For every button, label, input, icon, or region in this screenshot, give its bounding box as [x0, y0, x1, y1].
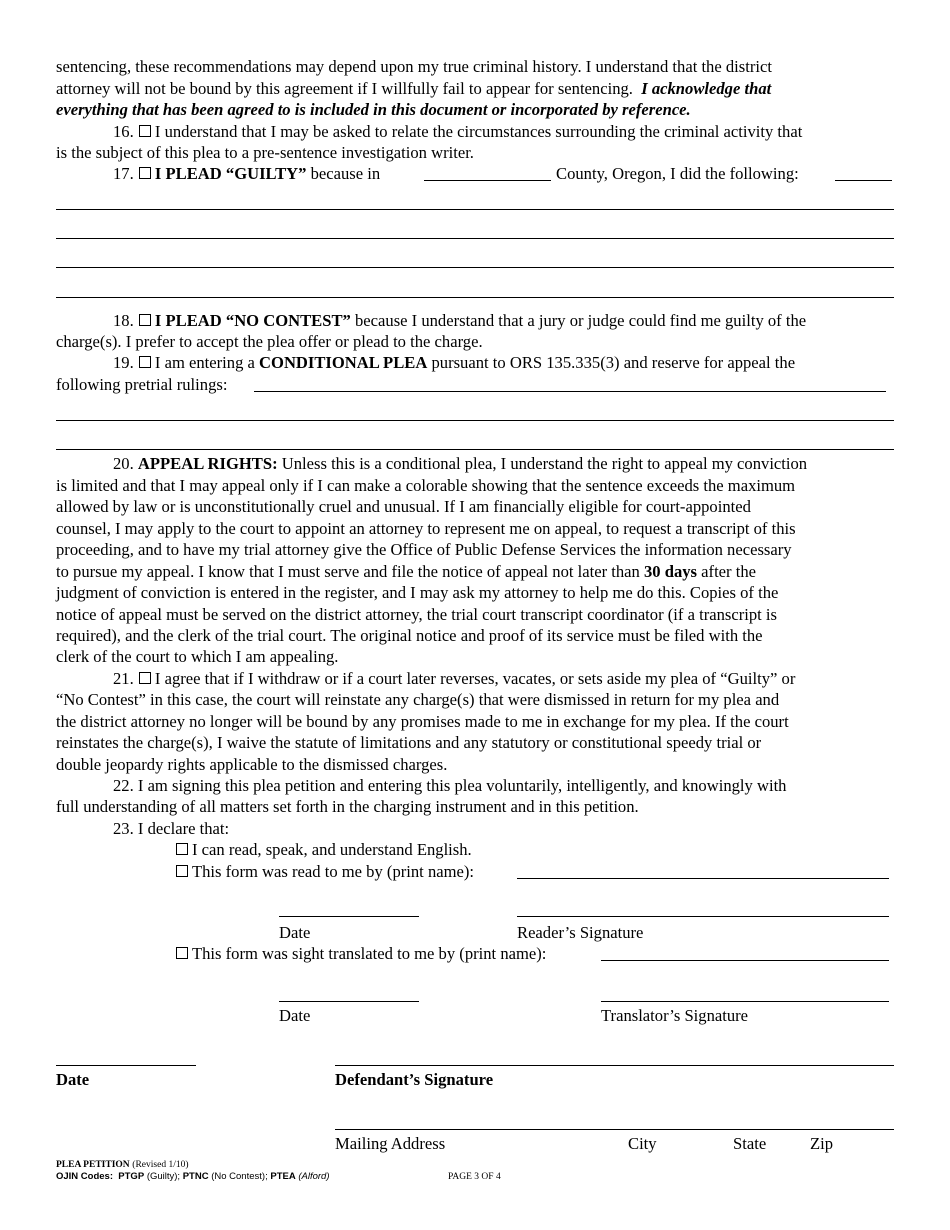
p17-line-1 — [113, 164, 380, 184]
p21-line-4: reinstates the charge(s), I waive the statute of limitations and any statutory or constitutional speedy trial or — [56, 733, 762, 752]
footer-codes-line — [56, 1171, 330, 1183]
guilty-facts-line-1[interactable] — [56, 209, 894, 210]
zip-label: Zip — [810, 1134, 834, 1153]
p16-line-2: is the subject of this plea to a pre-sentence investigation writer. — [56, 143, 474, 162]
reader-date-label: Date — [279, 923, 311, 942]
defendant-date-field[interactable] — [56, 1065, 196, 1066]
p15-text: attorney will not be bound by this agreement if I willfully fail to appear for sentencing. — [56, 79, 633, 98]
p17-text-a: because in — [310, 164, 381, 183]
read-checkbox[interactable] — [176, 865, 188, 877]
p20-line-4: counsel, I may apply to the court to appoint an attorney to represent me on appeal, to request a transcript of this — [56, 519, 796, 538]
did-following-field[interactable] — [835, 180, 892, 181]
p20-number: 20. — [113, 454, 134, 473]
option-english-text: I can read, speak, and understand English. — [192, 840, 472, 859]
footer-code-ptea: PTEA — [270, 1171, 296, 1182]
reader-name-field[interactable] — [517, 878, 889, 879]
p16-checkbox[interactable] — [139, 125, 151, 137]
footer-code-ptea-desc: (Alford) — [298, 1171, 330, 1182]
p15-line-1: sentencing, these recommendations may depend upon my true criminal history. I understand that the district — [56, 57, 772, 76]
translator-date-field[interactable] — [279, 1001, 419, 1002]
pretrial-rulings-line-2[interactable] — [56, 420, 894, 421]
p16-text: I understand that I may be asked to relate the circumstances surrounding the criminal activity that — [154, 122, 803, 141]
p21-line-2: “No Contest” in this case, the court will reinstate any charge(s) that were dismissed in return for my plea and — [56, 690, 780, 709]
translator-signature-field[interactable] — [601, 1001, 889, 1002]
p18-number: 18. — [113, 311, 134, 330]
p19-text-a: I am entering a — [154, 353, 255, 372]
reader-signature-field[interactable] — [517, 916, 889, 917]
option-english — [175, 840, 472, 860]
p22-line-1: 22. I am signing this plea petition and entering this plea voluntarily, intelligently, and knowingly with — [113, 776, 787, 795]
plead-guilty-label: I PLEAD “GUILTY” — [154, 164, 307, 183]
translator-name-field[interactable] — [601, 960, 889, 961]
p15-line-2 — [56, 79, 771, 99]
p20-line-10: clerk of the court to which I am appealing. — [56, 647, 339, 666]
p17-checkbox[interactable] — [139, 167, 151, 179]
footer-code-ptnc-desc: (No Contest); — [211, 1171, 268, 1182]
p19-line-2: following pretrial rulings: — [56, 375, 228, 394]
p21-line-5: double jeopardy rights applicable to the dismissed charges. — [56, 755, 448, 774]
p19-line-1 — [113, 353, 795, 373]
reader-signature-label: Reader’s Signature — [517, 923, 644, 942]
p20-text-6c: after the — [701, 562, 756, 581]
p16-number: 16. — [113, 122, 134, 141]
option-translated — [175, 944, 546, 964]
p22-line-2: full understanding of all matters set forth in the charging instrument and in this petition. — [56, 797, 639, 816]
option-read-text: This form was read to me by (print name): — [192, 862, 475, 881]
p23-line: 23. I declare that: — [113, 819, 230, 838]
footer-revised: (Revised 1/10) — [132, 1160, 189, 1170]
defendant-signature-field[interactable] — [335, 1065, 894, 1066]
p21-text: I agree that if I withdraw or if a court later reverses, vacates, or sets aside my plea of “Guilty” or — [154, 669, 796, 688]
guilty-facts-line-3[interactable] — [56, 267, 894, 268]
mailing-address-label: Mailing Address — [335, 1134, 446, 1153]
translated-checkbox[interactable] — [176, 947, 188, 959]
defendant-signature-label: Defendant’s Signature — [335, 1070, 494, 1089]
footer-code-ptgp: PTGP — [118, 1171, 145, 1182]
conditional-plea-label: CONDITIONAL PLEA — [259, 353, 428, 372]
pretrial-rulings-field[interactable] — [254, 391, 886, 392]
p18-line-1 — [113, 311, 806, 331]
p20-line-2: is limited and that I may appeal only if I can make a colorable showing that the sentence exceeds the maximum — [56, 476, 796, 495]
mailing-address-field[interactable] — [335, 1129, 894, 1130]
p20-line-7: judgment of conviction is entered in the register, and I may ask my attorney to help me do this. Copies of the — [56, 583, 779, 602]
city-label: City — [628, 1134, 657, 1153]
reader-date-field[interactable] — [279, 916, 419, 917]
p20-line-9: required), and the clerk of the trial court. The original notice and proof of its service must be filed with the — [56, 626, 763, 645]
state-label: State — [733, 1134, 767, 1153]
p18-line-2: charge(s). I prefer to accept the plea offer or plead to the charge. — [56, 332, 483, 351]
footer-title: PLEA PETITION — [56, 1160, 130, 1170]
p19-text-b: pursuant to ORS 135.335(3) and reserve for appeal the — [431, 353, 796, 372]
footer-title-line — [56, 1159, 189, 1171]
p21-line-3: the district attorney no longer will be bound by any promises made to me in exchange for my plea. If the court — [56, 712, 789, 731]
guilty-facts-line-2[interactable] — [56, 238, 894, 239]
p20-line-6 — [56, 562, 756, 582]
p20-line-3: allowed by law or is unconstitutionally cruel and unusual. If I am financially eligible for court-appointed — [56, 497, 751, 516]
footer-codes-label: OJIN Codes: — [56, 1171, 114, 1182]
p15-ack-end: everything that has been agreed to is included in this document or incorporated by reference. — [56, 100, 691, 119]
p20-line-1 — [113, 454, 807, 474]
p16-line-1 — [113, 122, 802, 142]
page-number: PAGE 3 OF 4 — [448, 1172, 501, 1182]
translator-date-label: Date — [279, 1006, 311, 1025]
pretrial-rulings-line-3[interactable] — [56, 449, 894, 450]
p19-number: 19. — [113, 353, 134, 372]
p21-line-1 — [113, 669, 795, 689]
p17-text-b: County, Oregon, I did the following: — [556, 164, 799, 183]
county-field[interactable] — [424, 180, 551, 181]
p21-checkbox[interactable] — [139, 672, 151, 684]
plead-no-contest-label: I PLEAD “NO CONTEST” — [154, 311, 351, 330]
p20-line-5: proceeding, and to have my trial attorney give the Office of Public Defense Services the information necessary — [56, 540, 792, 559]
p18-text: because I understand that a jury or judge could find me guilty of the — [355, 311, 807, 330]
option-read — [175, 862, 474, 882]
p20-text: Unless this is a conditional plea, I understand the right to appeal my conviction — [281, 454, 808, 473]
p17-number: 17. — [113, 164, 134, 183]
p20-text-6a: to pursue my appeal. I know that I must serve and file the notice of appeal not later than — [56, 562, 640, 581]
p15-line-3 — [56, 100, 691, 120]
p19-checkbox[interactable] — [139, 356, 151, 368]
guilty-facts-line-4[interactable] — [56, 297, 894, 298]
english-checkbox[interactable] — [176, 843, 188, 855]
option-translated-text: This form was sight translated to me by (print name): — [192, 944, 547, 963]
translator-signature-label: Translator’s Signature — [601, 1006, 749, 1025]
thirty-days-label: 30 days — [643, 562, 698, 581]
appeal-rights-heading: APPEAL RIGHTS: — [137, 454, 278, 473]
p20-line-8: notice of appeal must be served on the district attorney, the trial court transcript coordinator (if a transcript is — [56, 605, 777, 624]
p18-checkbox[interactable] — [139, 314, 151, 326]
p15-ack-start: I acknowledge that — [641, 79, 772, 98]
defendant-date-label: Date — [56, 1070, 90, 1089]
p21-number: 21. — [113, 669, 134, 688]
footer-code-ptgp-desc: (Guilty); — [146, 1171, 181, 1182]
footer-code-ptnc: PTNC — [182, 1171, 209, 1182]
